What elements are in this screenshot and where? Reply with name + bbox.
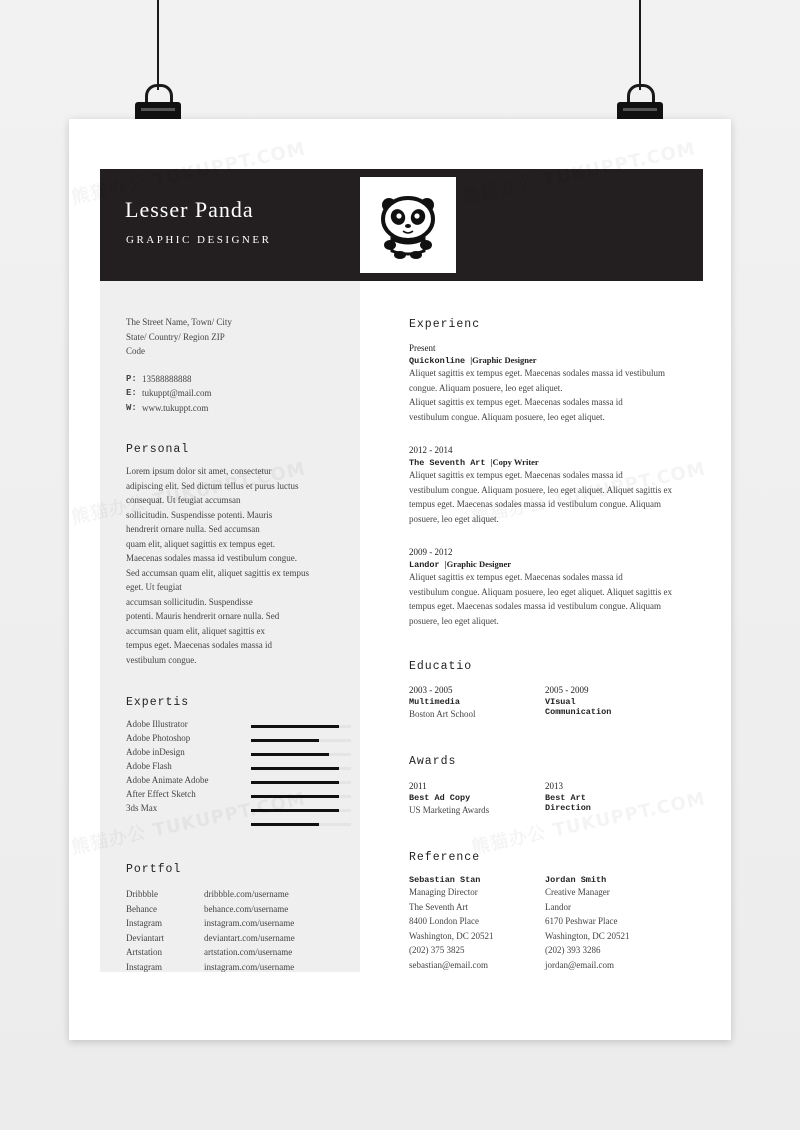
portfolio-row bbox=[126, 887, 295, 902]
email-label: E: bbox=[126, 388, 137, 398]
reference-title-text: Creative Manager bbox=[545, 887, 610, 897]
skill-bar bbox=[251, 753, 351, 756]
entry-line: posuere, leo eget aliquet. bbox=[409, 615, 499, 626]
skill-bar-fill bbox=[251, 725, 339, 728]
portfolio-row bbox=[126, 916, 295, 931]
entry-line: Aliquet sagittis ex tempus eget. Maecenas sodales massa id bbox=[409, 397, 623, 407]
skill-name: Adobe inDesign bbox=[126, 747, 185, 757]
reference-title-text: Managing Director bbox=[409, 887, 478, 897]
skill-row bbox=[126, 719, 366, 733]
address-line: The Street Name, Town/ City bbox=[126, 317, 232, 327]
reference-item bbox=[545, 875, 685, 972]
skill-name: Adobe Illustrator bbox=[126, 719, 188, 729]
phone-label: P: bbox=[126, 373, 137, 384]
portfolio-site: Deviantart bbox=[126, 932, 164, 943]
reference-address: 8400 London Place bbox=[409, 916, 479, 926]
reference-city: Washington, DC 20521 bbox=[409, 930, 494, 941]
personal-line: accumsan sollicitudin. Suspendisse bbox=[126, 596, 253, 607]
entry-line: vestibulum congue. Aliquam posuere, leo eget aliquet. Aliquet sagittis ex bbox=[409, 484, 672, 495]
personal-line: Sed accumsan quam elit, aliquet sagittis ex tempus bbox=[126, 567, 309, 578]
award-name: Best Ad Copy bbox=[409, 793, 471, 803]
entry-line: posuere, leo eget aliquet. bbox=[409, 513, 499, 524]
experience-entry bbox=[409, 343, 709, 424]
portfolio-row bbox=[126, 945, 295, 960]
reference-name: Jordan Smith bbox=[545, 875, 607, 885]
reference-title: Reference bbox=[409, 851, 481, 864]
portfolio-row bbox=[126, 960, 295, 975]
skill-bar bbox=[251, 767, 351, 770]
reference-item bbox=[409, 875, 549, 972]
reference-company: The Seventh Art bbox=[409, 901, 468, 912]
entry-line: vestibulum congue. Aliquam posuere, leo eget aliquet. Aliquet sagittis ex bbox=[409, 586, 672, 597]
sidebar bbox=[100, 281, 360, 972]
personal-line: hendrerit ornare nulla. Sed accumsan bbox=[126, 524, 260, 534]
entry-role: Graphic Designer bbox=[446, 559, 512, 569]
profile-photo bbox=[360, 177, 456, 273]
entry-title: Quickonline |Graphic Designer bbox=[409, 355, 537, 366]
award-org: US Marketing Awards bbox=[409, 805, 490, 815]
skill-bar bbox=[251, 725, 351, 728]
web-label: W: bbox=[126, 402, 137, 413]
entry-company: Quickonline bbox=[409, 356, 466, 366]
education-field: Communication bbox=[545, 707, 612, 717]
education-date: 2005 - 2009 bbox=[545, 685, 589, 695]
awards-title: Awards bbox=[409, 755, 457, 768]
skill-bar bbox=[251, 823, 351, 826]
skill-name: Adobe Flash bbox=[126, 761, 172, 771]
skill-name: Adobe Animate Adobe bbox=[126, 775, 209, 785]
entry-role: Copy Writer bbox=[492, 457, 539, 467]
portfolio-url[interactable]: instagram.com/username bbox=[204, 918, 295, 928]
reference-phone: (202) 393 3286 bbox=[545, 945, 601, 955]
entry-line: vestibulum congue. Aliquam posuere, leo eget aliquet. bbox=[409, 411, 605, 422]
award-name: Direction bbox=[545, 803, 591, 813]
candidate-name: Lesser Panda bbox=[125, 197, 254, 222]
email-row bbox=[126, 386, 232, 401]
entry-line: tempus eget. Maecenas sodales massa id vestibulum congue. Aliquam bbox=[409, 499, 661, 509]
entry-line: Aliquet sagittis ex tempus eget. Maecenas sodales massa id bbox=[409, 572, 623, 582]
personal-line: tempus eget. Maecenas sodales massa id bbox=[126, 640, 272, 650]
portfolio-row bbox=[126, 931, 295, 946]
skill-name: 3ds Max bbox=[126, 803, 158, 813]
portfolio-title: Portfol bbox=[126, 863, 182, 876]
portfolio-url[interactable]: artstation.com/username bbox=[204, 947, 293, 957]
skill-bar-fill bbox=[251, 739, 319, 742]
education-school: Boston Art School bbox=[409, 709, 476, 719]
reference-company: Landor bbox=[545, 901, 571, 912]
personal-line: accumsan quam elit, aliquet sagittis ex bbox=[126, 625, 265, 636]
portfolio-url[interactable]: instagram.com/username bbox=[204, 961, 295, 972]
portfolio-url[interactable]: dribbble.com/username bbox=[204, 889, 289, 899]
hanging-wire-left bbox=[157, 0, 159, 90]
entry-text bbox=[409, 570, 709, 628]
expertise-title: Expertis bbox=[126, 696, 190, 709]
experience-entry bbox=[409, 547, 709, 628]
address-line: Code bbox=[126, 346, 145, 356]
email-value: tukuppt@mail.com bbox=[142, 388, 212, 398]
entry-date: 2009 - 2012 bbox=[409, 547, 453, 557]
skill-row bbox=[126, 775, 366, 789]
skill-bar-fill bbox=[251, 823, 319, 826]
panda-avatar-icon bbox=[360, 177, 456, 273]
portfolio-site: Instagram bbox=[126, 918, 162, 928]
education-field: VIsual bbox=[545, 697, 576, 707]
skill-name: After Effect Sketch bbox=[126, 789, 196, 799]
web-value: www.tukuppt.com bbox=[142, 402, 209, 413]
personal-line: vestibulum congue. bbox=[126, 654, 197, 665]
education-field: Multimedia bbox=[409, 697, 461, 707]
portfolio-site: Artstation bbox=[126, 947, 162, 957]
portfolio-site: Behance bbox=[126, 903, 157, 914]
resume-sheet bbox=[69, 119, 731, 1040]
award-year: 2011 bbox=[409, 781, 427, 791]
personal-line: eget. Ut feugiat bbox=[126, 582, 182, 592]
education-date: 2003 - 2005 bbox=[409, 685, 453, 695]
portfolio-url[interactable]: behance.com/username bbox=[204, 903, 289, 914]
award-name: Best Art bbox=[545, 793, 586, 803]
portfolio-site: Instagram bbox=[126, 961, 162, 972]
education-item bbox=[545, 685, 685, 717]
portfolio-row bbox=[126, 902, 295, 917]
hanging-wire-right bbox=[639, 0, 641, 90]
personal-line: quam elit, aliquet sagittis ex tempus eget. bbox=[126, 538, 275, 549]
web-row bbox=[126, 401, 232, 416]
personal-line: consequat. Ut feugiat accumsan bbox=[126, 495, 241, 505]
portfolio-site: Dribbble bbox=[126, 889, 158, 899]
entry-line: Aliquet sagittis ex tempus eget. Maecenas sodales massa id bbox=[409, 470, 623, 480]
personal-line: adipiscing elit. Sed dictum tellus et purus luctus bbox=[126, 480, 299, 491]
entry-company: Landor bbox=[409, 560, 440, 570]
reference-address: 6170 Peshwar Place bbox=[545, 916, 618, 926]
personal-line: Maecenas sodales massa id vestibulum congue. bbox=[126, 553, 297, 563]
skill-name: Adobe Photoshop bbox=[126, 733, 191, 743]
skill-row bbox=[126, 733, 366, 747]
entry-text bbox=[409, 366, 709, 424]
education-item bbox=[409, 685, 549, 722]
reference-grid bbox=[409, 875, 699, 975]
entry-title: Landor |Graphic Designer bbox=[409, 559, 512, 570]
entry-line: tempus eget. Maecenas sodales massa id vestibulum congue. Aliquam bbox=[409, 601, 661, 611]
entry-company: The Seventh Art bbox=[409, 458, 486, 468]
reference-city: Washington, DC 20521 bbox=[545, 930, 630, 941]
personal-line: potenti. Mauris hendrerit ornare nulla. Sed bbox=[126, 611, 280, 621]
experience-title: Experienc bbox=[409, 318, 481, 331]
portfolio-list bbox=[126, 887, 295, 974]
reference-name: Sebastian Stan bbox=[409, 875, 481, 885]
address-line: State/ Country/ Region ZIP bbox=[126, 331, 225, 342]
reference-phone: (202) 375 3825 bbox=[409, 945, 465, 955]
entry-role: Graphic Designer bbox=[472, 355, 537, 365]
skill-bar-fill bbox=[251, 753, 329, 756]
skill-bar-fill bbox=[251, 781, 339, 784]
award-year: 2013 bbox=[545, 781, 563, 791]
portfolio-url[interactable]: deviantart.com/username bbox=[204, 932, 295, 943]
personal-title: Personal bbox=[126, 443, 190, 456]
entry-line: Aliquet sagittis ex tempus eget. Maecenas sodales massa id vestibulum bbox=[409, 368, 665, 378]
skill-row bbox=[126, 761, 366, 775]
education-title: Educatio bbox=[409, 660, 473, 673]
skill-bar-fill bbox=[251, 767, 339, 770]
skill-row bbox=[126, 747, 366, 761]
resume-header bbox=[100, 169, 703, 281]
phone-row bbox=[126, 372, 232, 387]
phone-value: 13588888888 bbox=[142, 373, 192, 384]
skill-bar bbox=[251, 739, 351, 742]
entry-date: Present bbox=[409, 343, 436, 353]
entry-line: congue. Aliquam posuere, leo eget aliquet. bbox=[409, 382, 563, 393]
education-grid bbox=[409, 685, 699, 727]
entry-title: The Seventh Art |Copy Writer bbox=[409, 457, 539, 468]
reference-email[interactable]: jordan@email.com bbox=[545, 959, 615, 970]
entry-date: 2012 - 2014 bbox=[409, 445, 453, 455]
personal-line: sollicitudin. Suspendisse potenti. Mauris bbox=[126, 509, 273, 520]
reference-email[interactable]: sebastian@email.com bbox=[409, 959, 489, 970]
personal-line: Lorem ipsum dolor sit amet, consectetur bbox=[126, 466, 272, 476]
contact-block bbox=[126, 315, 232, 415]
candidate-role: GRAPHIC DESIGNER bbox=[126, 234, 272, 246]
award-item bbox=[409, 781, 549, 818]
